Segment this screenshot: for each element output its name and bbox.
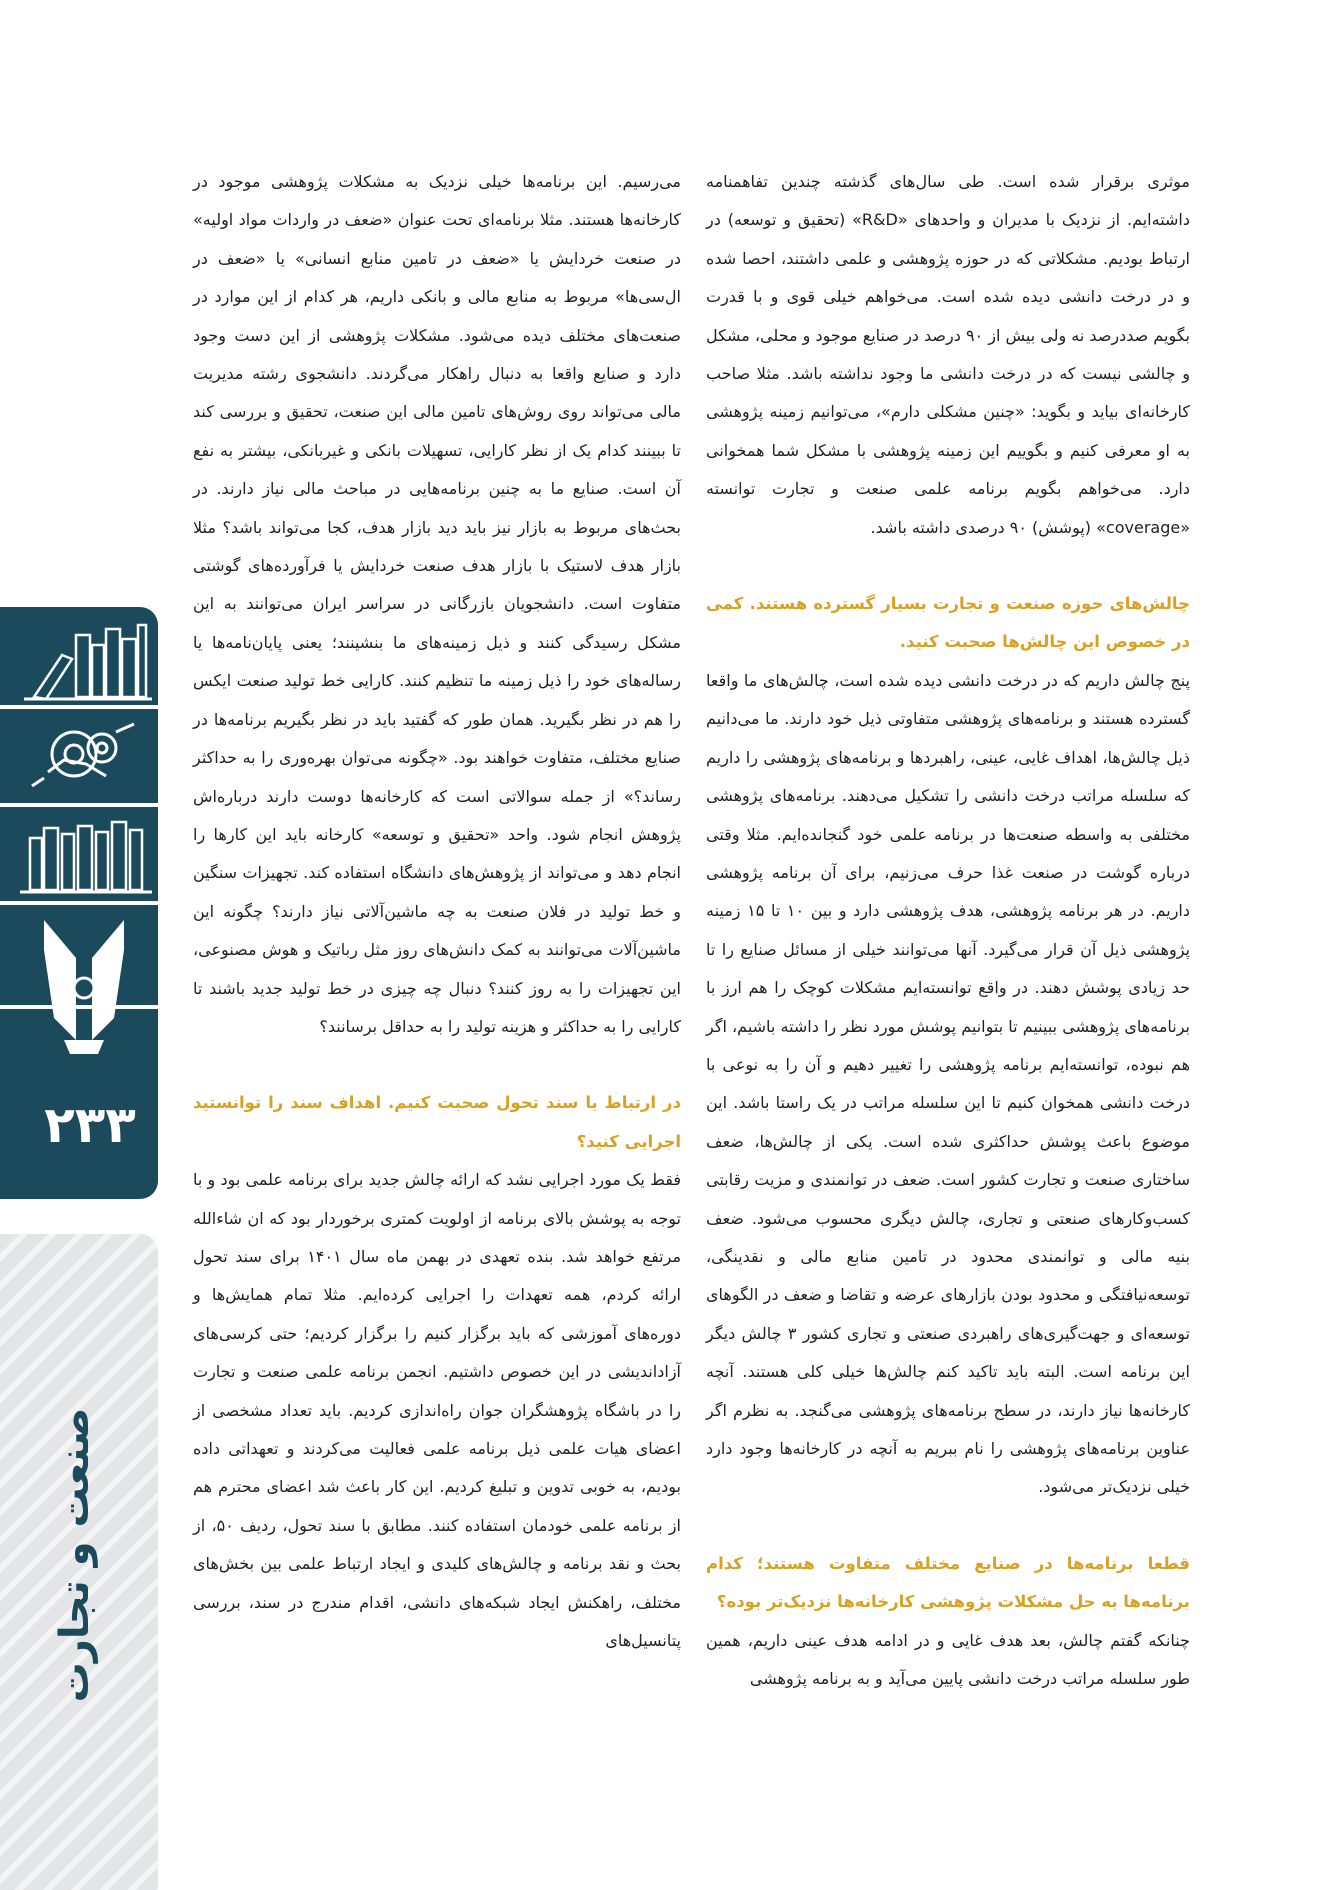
left-column — [193, 163, 681, 1660]
page-number: ۲۳۳ — [44, 1096, 136, 1154]
paragraph: می‌رسیم. این برنامه‌ها خیلی نزدیک به مشکلات پژوهشی موجود در کارخانه‌ها هستند. مثلا برنامه‌ای تحت عنوان «ضعف در واردات مواد اولیه» در صنعت خردایش یا «ضعف در تامین منابع انسانی» یا «ضعف در ال‌سی‌ها» مربوط به منابع مالی و بانکی داریم، هر کدام از این موارد در صنعت‌های مختلف دیده می‌شود. مشکلات پژوهشی از این دست وجود دارد و صنایع واقعا به دنبال راهکار می‌گردند. دانشجوی رشته مدیریت مالی می‌تواند روی روش‌های تامین مالی این صنعت، تحقیق و بررسی کند تا ببینند کدام یک از نظر کارایی، تسهیلات بانکی و غیربانکی، بیشتر به نفع آن است. صنایع ما به چنین برنامه‌هایی در مباحث مالی نیاز دارند. در بحث‌های مربوط به بازار نیز باید دید بازار هدف، کجا می‌تواند باشد؟ مثلا بازار هدف لاستیک با بازار هدف صنعت خردایش یا فرآورده‌های گوشتی متفاوت است. دانشجویان بازرگانی در سراسر ایران می‌توانند به این مشکل رسیدگی کنند و ذیل زمینه‌های ما بنشینند؛ یعنی پایان‌نامه‌ها یا رساله‌های خود را ذیل زمینه ما تنظیم کنند. کارایی خط تولید صنعت ایکس را هم در نظر بگیرید. همان طور که گفتید باید در نظر بگیریم برنامه‌ها در صنایع مختلف، متفاوت خواهند بود. «چگونه می‌توان بهره‌وری را به حداکثر رساند؟» از جمله سوالاتی است که کارخانه‌ها دوست دارند درباره‌اش پژوهش انجام شود. واحد «تحقیق و توسعه» کارخانه باید این کارها را انجام دهد و می‌تواند از پژوهش‌های دانشگاه استفاده کند. تجهیزات سنگین و خط تولید در فلان صنعت به چه ماشین‌آلاتی نیاز دارند؟ چگونه این ماشین‌آلات می‌توانند به کمک دانش‌های روز مثل رباتیک و هوش مصنوعی، این تجهیزات را به روز کنند؟ دنبال چه چیزی در خط تولید جدید باشند تا کارایی را به حداکثر و هزینه تولید را به حداقل برسانند؟ — [193, 172, 681, 1036]
section-title: صنعت و تجارت — [52, 1407, 98, 1703]
question-heading: چالش‌های حوزه صنعت و تجارت بسیار گسترده هستند. کمی در خصوص این چالش‌ها صحبت کنید. — [706, 594, 1190, 652]
strip-divider — [0, 803, 158, 807]
paragraph: پنج چالش داریم که در درخت دانشی دیده شده است، چالش‌های ما واقعا گسترده هستند و برنامه‌های پژوهشی متفاوتی ذیل خود دارند. ما می‌دانیم ذیل چالش‌ها، اهداف غایی، عینی، راهبردها و برنامه‌های پژوهشی را داریم که سلسله مراتب درخت دانشی را تشکیل می‌دهند. برنامه‌های پژوهشی مختلفی به واسطه صنعت‌ها در برنامه علمی خود گنجانده‌ایم. مثلا وقتی درباره گوشت در صنعت غذا حرف می‌زنیم، برای آن برنامه پژوهشی داریم. در هر برنامه پژوهشی، هدف پژوهشی دارد و بین ۱۰ تا ۱۵ زمینه پژوهشی ذیل آن قرار می‌گیرد. آنها می‌توانند خیلی از مسائل صنایع را تا حد زیادی پوشش دهند. در واقع توانسته‌ایم مشکلات کوچک را هم ارز با برنامه‌های پژوهشی ببینیم تا بتوانیم پوشش مورد نظر را داشته باشیم، اگر هم نبوده، توانسته‌ایم برنامه پژوهشی را تغییر دهیم و آن را به نوعی با درخت دانشی همخوان کنیم تا این سلسله مراتب در یک راستا باشد. این موضوع باعث پوشش حداکثری شده است. یکی از چالش‌ها، ضعف ساختاری صنعت و تجارت کشور است. ضعف در توانمندی و مزیت رقابتی کسب‌وکارهای صنعتی و تجاری، چالش دیگری محسوب می‌شود. ضعف بنیه مالی و توانمندی محدود در تامین منابع مالی و نقدینگی، توسعه‌نیافتگی و محدود بودن بازارهای عرضه و تقاضا و ضعف در الگوهای توسعه‌ای و جهت‌گیری‌های راهبردی صنعتی و تجاری کشور ۳ چالش دیگر این برنامه است. البته باید تاکید کنم چالش‌ها خیلی کلی هستند. آنچه کارخانه‌ها نیاز دارند، در سطح برنامه‌های پژوهشی می‌گنجد. به نظرم اگر عناوین برنامه‌های پژوهشی را نام ببریم به آنچه در کارخانه‌ها وجود دارد خیلی نزدیک‌تر می‌شود. — [706, 670, 1191, 1497]
paragraph: چنانکه گفتم چالش، بعد هدف غایی و در ادامه هدف عینی داریم، همین طور سلسله مراتب درخت دانشی پایین می‌آید و به برنامه پژوهشی — [706, 1630, 1190, 1689]
strip-divider — [0, 705, 158, 709]
right-column — [706, 163, 1190, 1698]
bookshelf-icon — [14, 808, 154, 900]
paragraph: فقط یک مورد اجرایی نشد که ارائه چالش جدید برای برنامه علمی بود و با توجه به پوشش بالای برنامه از اولویت کمتری برخوردار بود که ان شاءالله مرتفع خواهد شد. بنده تعهدی در بهمن ماه سال ۱۴۰۱ برای سند تحول ارائه کردم، همه تعهدات را اجرایی کرده‌ایم. مثلا تمام همایش‌ها و دوره‌های آموزشی که باید برگزار کنیم را برگزار کردیم؛ حتی کرسی‌های آزاداندیشی در این خصوص داشتیم. انجمن برنامه علمی صنعت و تجارت را در باشگاه پژوهشگران جوان راه‌اندازی کردیم. باید تعداد مشخصی از اعضای هیات علمی ذیل برنامه علمی فعالیت می‌کردند و تعهداتی داده بودیم، به خوبی تدوین و تبلیغ کردیم. این کار باعث شد اعضای محترم هم از برنامه علمی خودمان استفاده کنند. مطابق با سند تحول، ردیف ۵۰، از بحث و نقد برنامه و چالش‌های کلیدی و ایجاد ارتباط علمی بین بخش‌های مختلف، راهکنش ایجاد شبکه‌های دانشی، اقدام مندرج در سند، بررسی پتانسیل‌های — [193, 1170, 682, 1651]
book-stack-icon — [14, 615, 154, 703]
handshake-gears-icon — [14, 710, 154, 802]
question-heading: قطعا برنامه‌ها در صنایع مختلف متفاوت هستند؛ کدام برنامه‌ها به حل مشکلات پژوهشی کارخانه‌ها نزدیک‌تر بوده؟ — [706, 1553, 1190, 1612]
paragraph: موثری برقرار شده است. طی سال‌های گذشته چندین تفاهمنامه داشته‌ایم. از نزدیک با مدیران و واحدهای «R&D» (تحقیق و توسعه) در ارتباط بودیم. مشکلاتی که در حوزه پژوهشی و علمی داشتند، احصا شده و در درخت دانشی دیده شده است. می‌خواهم خیلی قوی و با قدرت بگویم صددرصد نه ولی بیش از ۹۰ درصد در صنایع موجود و محلی، مشکل و چالشی نیست که در درخت دانشی ما وجود نداشته باشد. مثلا صاحب کارخانه‌ای بیاید و بگوید: «چنین مشکلی دارم»، می‌توانیم زمینه پژوهشی به او معرفی کنیم و بگوییم این زمینه پژوهشی با مشکل شما همخوانی دارد. می‌خواهم بگویم برنامه علمی صنعت و تجارت توانسته «coverage» (پوشش) ۹۰ درصدی داشته باشد. — [706, 172, 1191, 537]
question-heading: در ارتباط با سند تحول صحبت کنیم. اهداف سند را توانستید اجرایی کنید؟ — [193, 1093, 681, 1151]
university-logo-icon — [14, 910, 154, 1060]
strip-divider — [0, 901, 158, 905]
